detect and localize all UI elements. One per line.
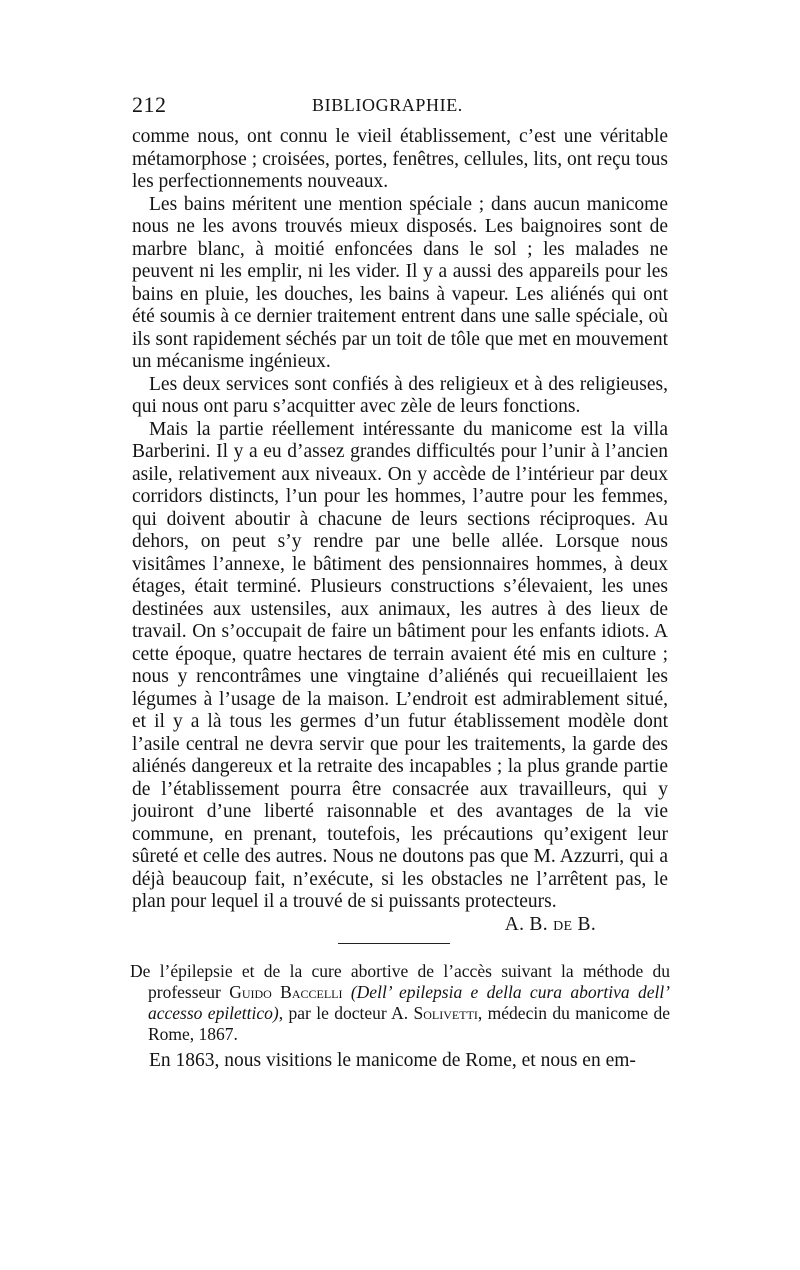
review-citation [130, 961, 670, 1045]
review-body [132, 1050, 668, 1073]
page-number: 212 [132, 92, 167, 117]
citation-text: , par le docteur A. [278, 1003, 414, 1023]
citation-text: De l’épilepsie et de la cure abortive de l’accès suivant la méthode du professeur [130, 961, 670, 1002]
review-heading [130, 961, 670, 1045]
citation-text: , médecin du manicome de Rome, 1867. [148, 1003, 670, 1044]
cited-title: (Dell’ epilepsia e della cura abortiva dell’ accesso epilettico) [148, 982, 671, 1023]
paragraph: Les bains méritent une mention spéciale ; dans aucun manicome nous ne les avons trouvés mieux disposés. Les baignoires sont de marbre blanc, à moitié enfoncées dans le sol ; les malades ne peuvent ni les emplir, ni les vider. Il y a aussi des appareils pour les bains en pluie, les douches, les bains à vapeur. Les aliénés qui ont été soumis à ce dernier traitement entrent dans une salle spéciale, où ils sont rapidement séchés par un toit de tôle que met en mouvement un mécanisme ingénieux. [132, 193, 668, 372]
article-body [132, 126, 668, 936]
author-signature: A. B. de B. [504, 913, 596, 935]
paragraph: En 1863, nous visitions le manicome de Rome, et nous en em- [149, 1050, 636, 1071]
paragraph: comme nous, ont connu le vieil établissement, c’est une véritable métamorphose ; croisées, portes, fenêtres, cellules, lits, ont reçu tous les perfectionnements nouveaux. [132, 126, 668, 192]
running-head [132, 92, 668, 122]
reviewer-name: Solivetti [413, 1003, 478, 1023]
paragraph: Mais la partie réellement intéressante du manicome est la villa Barberini. Il y a eu d’assez grandes difficultés pour l’unir à l’ancien asile, relativement aux niveaux. On y accède de l’intérieur par deux corridors distincts, l’un pour les hommes, l’autre pour les femmes, qui doivent aboutir à chacune de leurs sections réciproques. Au dehors, on peut s’y rendre par une belle allée. Lorsque nous visitâmes l’annexe, le bâtiment des pensionnaires hommes, à deux étages, était terminé. Plusieurs constructions s’élevaient, les unes destinées aux ustensiles, aux animaux, les autres à des lieux de travail. On s’occupait de faire un bâtiment pour les enfants idiots. A cette époque, quatre hectares de terrain avaient été mis en culture ; nous y rencontrâmes une vingtaine d’aliénés qui recueillaient les légumes à l’usage de la maison. L’endroit est admirablement situé, et il y a là tous les germes d’un futur établissement modèle dont l’asile central ne devra servir que pour les traitements, la garde des aliénés dangereux et la retraite des incapables ; la plus grande partie de l’établissement pourra être consacrée aux travailleurs, qui y jouiront d’une liberté raisonnable et des avantages de la vie commune, en prenant, toutefois, les précautions qu’exigent leur sûreté et celle des autres. Nous ne doutons pas que M. Azzurri, qui a déjà beaucoup fait, n’exécute, si les obstacles ne l’arrêtent pas, le plan pour lequel il a trouvé de si puissants protecteurs. [132, 418, 668, 912]
running-title: BIBLIOGRAPHIE. [312, 95, 463, 115]
cited-author: Guido Baccelli [229, 982, 343, 1002]
section-divider [338, 943, 450, 944]
paragraph: Les deux services sont confiés à des religieux et à des religieuses, qui nous ont paru s’acquitter avec zèle de leurs fonctions. [132, 373, 668, 417]
